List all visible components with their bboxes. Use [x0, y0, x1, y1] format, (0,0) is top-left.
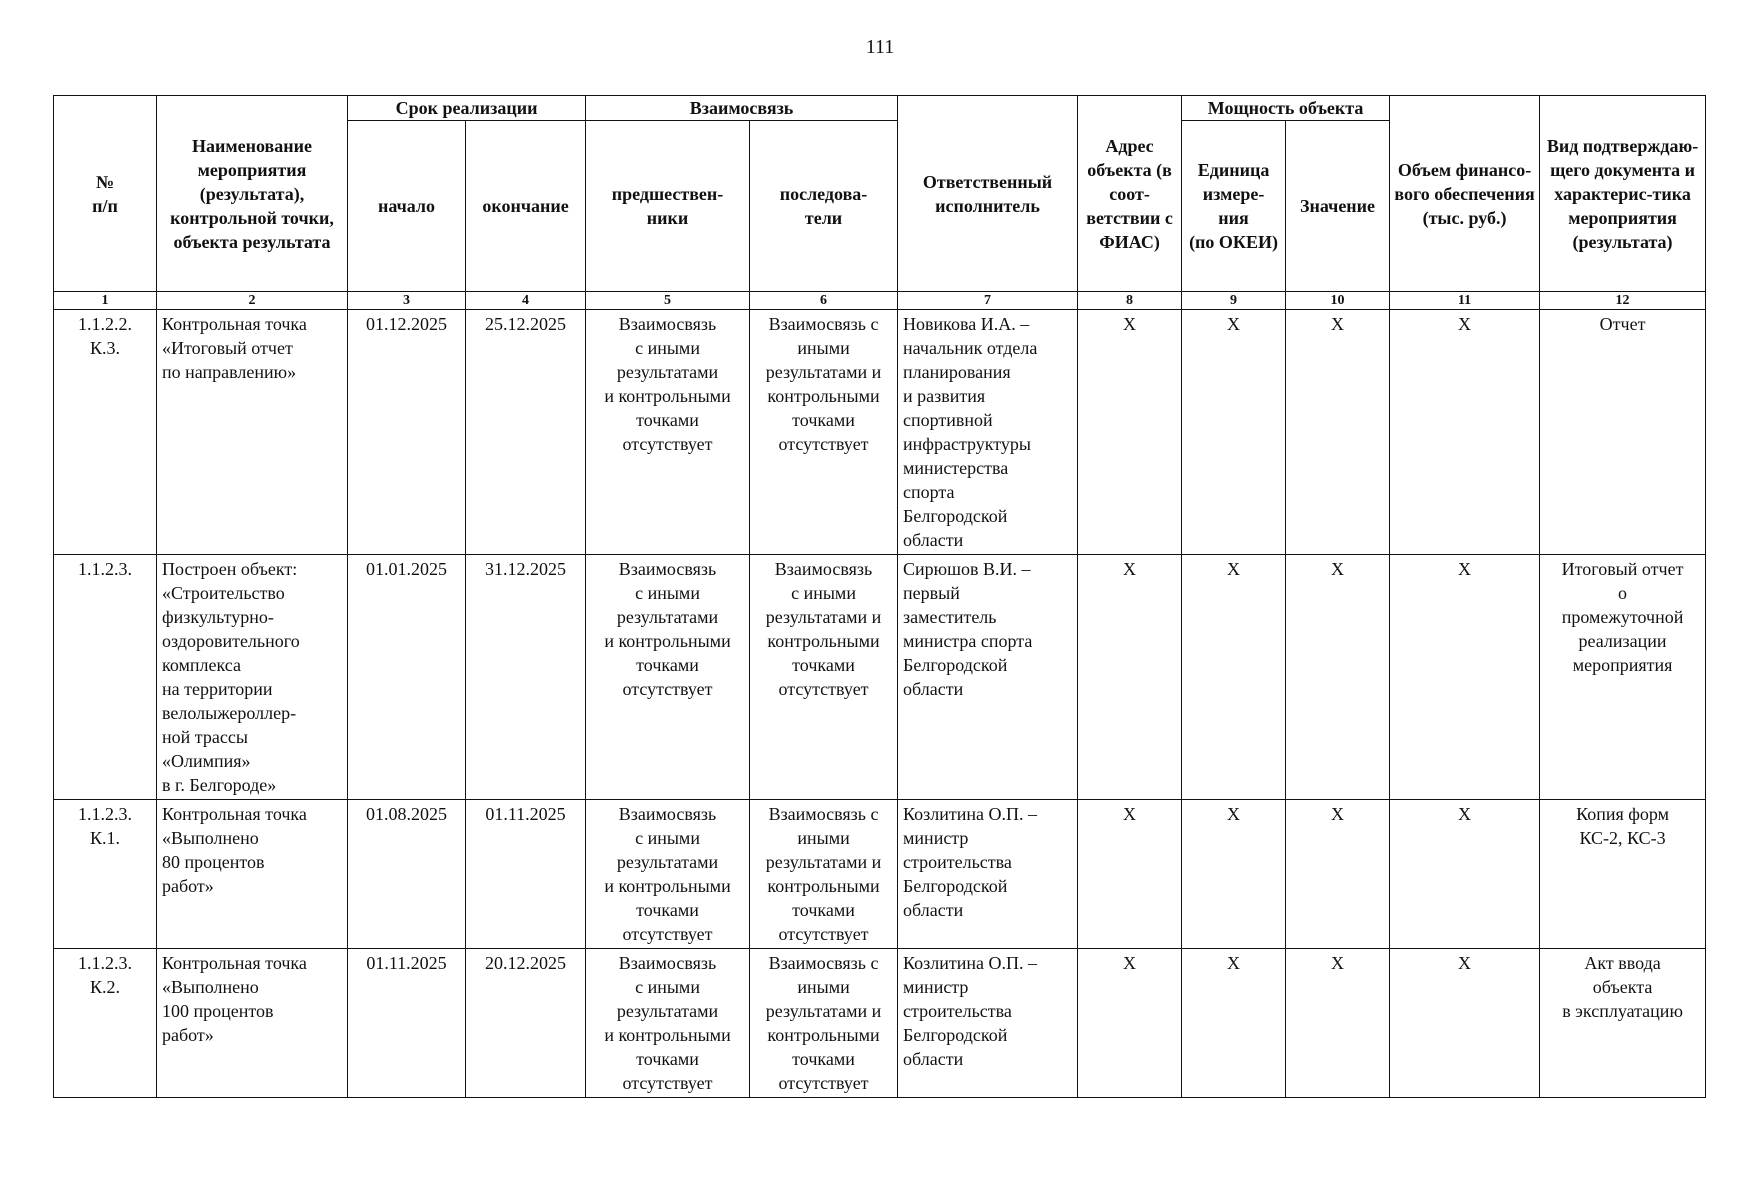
table-row [54, 949, 1706, 1098]
row-finance: X [1390, 949, 1540, 1098]
row-address: X [1078, 555, 1182, 800]
row-doc-type: Копия форм КС-2, КС-3 [1540, 800, 1706, 949]
row-num: 1.1.2.3. [54, 555, 157, 800]
column-number: 3 [348, 292, 466, 310]
row-name: Построен объект: «Строительство физкультурно- оздоровительного комплекса на территории велолыжероллер- ной трассы «Олимпия» в г. Белгороде» [157, 555, 348, 800]
column-number: 6 [750, 292, 898, 310]
row-num: 1.1.2.2. К.3. [54, 310, 157, 555]
header-unit: Единица измере- ния (по ОКЕИ) [1182, 121, 1286, 292]
row-doc-type: Акт ввода объекта в эксплуатацию [1540, 949, 1706, 1098]
row-responsible: Козлитина О.П. – министр строительства Белгородской области [898, 949, 1078, 1098]
row-unit: X [1182, 555, 1286, 800]
header-finance: Объем финансо-вого обеспечения (тыс. руб.) [1390, 96, 1540, 292]
row-start-date: 01.11.2025 [348, 949, 466, 1098]
header-period: Срок реализации [348, 96, 586, 121]
row-successors: Взаимосвязь с иными результатами и контрольными точками отсутствует [750, 949, 898, 1098]
column-number: 8 [1078, 292, 1182, 310]
row-successors: Взаимосвязь с иными результатами и контрольными точками отсутствует [750, 310, 898, 555]
row-doc-type: Отчет [1540, 310, 1706, 555]
row-name: Контрольная точка «Выполнено 80 процентов работ» [157, 800, 348, 949]
header-address: Адрес объекта (в соот-ветствии с ФИАС) [1078, 96, 1182, 292]
row-name: Контрольная точка «Выполнено 100 процентов работ» [157, 949, 348, 1098]
page-number: 111 [865, 36, 895, 58]
row-successors: Взаимосвязь с иными результатами и контрольными точками отсутствует [750, 555, 898, 800]
row-finance: X [1390, 310, 1540, 555]
table-row [54, 800, 1706, 949]
row-address: X [1078, 310, 1182, 555]
column-number: 10 [1286, 292, 1390, 310]
row-finance: X [1390, 555, 1540, 800]
row-end-date: 01.11.2025 [466, 800, 586, 949]
table-row [54, 555, 1706, 800]
row-name: Контрольная точка «Итоговый отчет по направлению» [157, 310, 348, 555]
row-address: X [1078, 949, 1182, 1098]
header-relation: Взаимосвязь [586, 96, 898, 121]
row-end-date: 20.12.2025 [466, 949, 586, 1098]
row-value: X [1286, 310, 1390, 555]
row-predecessors: Взаимосвязь с иными результатами и контрольными точками отсутствует [586, 949, 750, 1098]
row-responsible: Козлитина О.П. – министр строительства Белгородской области [898, 800, 1078, 949]
row-value: X [1286, 800, 1390, 949]
row-value: X [1286, 949, 1390, 1098]
row-start-date: 01.12.2025 [348, 310, 466, 555]
column-number: 1 [54, 292, 157, 310]
header-doc-type: Вид подтверждаю-щего документа и характерис-тика мероприятия (результата) [1540, 96, 1706, 292]
row-value: X [1286, 555, 1390, 800]
table-row [54, 310, 1706, 555]
implementation-plan-table [53, 95, 1706, 1098]
row-responsible: Сирюшов В.И. – первый заместитель министра спорта Белгородской области [898, 555, 1078, 800]
row-num: 1.1.2.3. К.2. [54, 949, 157, 1098]
column-number: 5 [586, 292, 750, 310]
column-number: 9 [1182, 292, 1286, 310]
header-responsible: Ответственный исполнитель [898, 96, 1078, 292]
row-doc-type: Итоговый отчет о промежуточной реализации мероприятия [1540, 555, 1706, 800]
row-unit: X [1182, 949, 1286, 1098]
row-predecessors: Взаимосвязь с иными результатами и контрольными точками отсутствует [586, 310, 750, 555]
row-address: X [1078, 800, 1182, 949]
column-number: 2 [157, 292, 348, 310]
header-predecessors: предшествен- ники [586, 121, 750, 292]
header-successors: последова- тели [750, 121, 898, 292]
row-unit: X [1182, 310, 1286, 555]
column-number: 11 [1390, 292, 1540, 310]
header-name: Наименование мероприятия (результата), контрольной точки, объекта результата [157, 96, 348, 292]
column-number: 4 [466, 292, 586, 310]
header-value: Значение [1286, 121, 1390, 292]
column-number: 7 [898, 292, 1078, 310]
header-capacity: Мощность объекта [1182, 96, 1390, 121]
header-end: окончание [466, 121, 586, 292]
column-number-row [54, 292, 1706, 310]
row-unit: X [1182, 800, 1286, 949]
row-num: 1.1.2.3. К.1. [54, 800, 157, 949]
header-row-1 [54, 96, 1706, 121]
row-predecessors: Взаимосвязь с иными результатами и контрольными точками отсутствует [586, 555, 750, 800]
column-number: 12 [1540, 292, 1706, 310]
row-start-date: 01.01.2025 [348, 555, 466, 800]
row-start-date: 01.08.2025 [348, 800, 466, 949]
row-end-date: 31.12.2025 [466, 555, 586, 800]
row-responsible: Новикова И.А. – начальник отдела планирования и развития спортивной инфраструктуры министерства спорта Белгородской области [898, 310, 1078, 555]
header-start: начало [348, 121, 466, 292]
row-successors: Взаимосвязь с иными результатами и контрольными точками отсутствует [750, 800, 898, 949]
row-predecessors: Взаимосвязь с иными результатами и контрольными точками отсутствует [586, 800, 750, 949]
header-num: № п/п [54, 96, 157, 292]
row-finance: X [1390, 800, 1540, 949]
row-end-date: 25.12.2025 [466, 310, 586, 555]
